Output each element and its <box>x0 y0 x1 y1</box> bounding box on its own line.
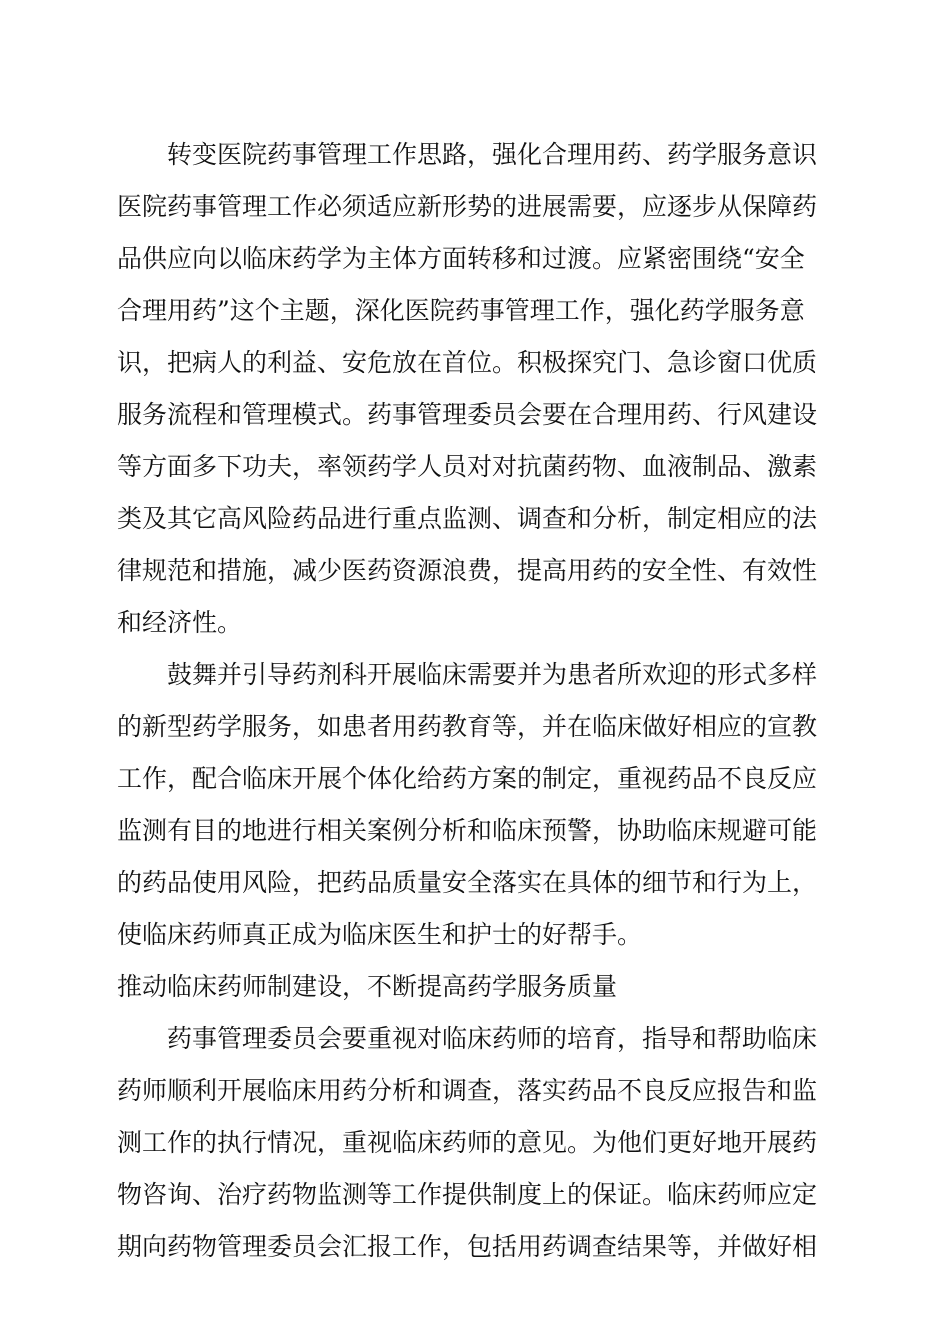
section-heading: 推动临床药师制建设，不断提高药学服务质量 <box>117 972 618 1001</box>
text-line: 服务流程和管理模式。药事管理委员会要在合理用药、行风建设 <box>117 400 818 429</box>
text-line: 识，把病人的利益、安危放在首位。积极探究门、急诊窗口优质 <box>117 348 818 377</box>
text-line: 类及其它高风险药品进行重点监测、调查和分析，制定相应的法 <box>117 504 818 533</box>
text-line: 物咨询、治疗药物监测等工作提供制度上的保证。临床药师应定 <box>117 1180 818 1209</box>
text-line: 期向药物管理委员会汇报工作，包括用药调查结果等，并做好相 <box>117 1232 818 1261</box>
text-line: 转变医院药事管理工作思路，强化合理用药、药学服务意识 <box>167 140 818 169</box>
text-line: 监测有目的地进行相关案例分析和临床预警，协助临床规避可能 <box>117 816 818 845</box>
text-line: 律规范和措施，减少医药资源浪费，提高用药的安全性、有效性 <box>117 556 818 585</box>
text-line: 使临床药师真正成为临床医生和护士的好帮手。 <box>117 920 643 949</box>
text-line: 药师顺利开展临床用药分析和调查，落实药品不良反应报告和监 <box>117 1076 818 1105</box>
text-line: 工作，配合临床开展个体化给药方案的制定，重视药品不良反应 <box>117 764 818 793</box>
text-line: 和经济性。 <box>117 608 243 637</box>
text-line: 医院药事管理工作必须适应新形势的进展需要，应逐步从保障药 <box>117 192 818 221</box>
text-line: 药事管理委员会要重视对临床药师的培育，指导和帮助临床 <box>167 1024 818 1053</box>
text-line: 等方面多下功夫，率领药学人员对对抗菌药物、血液制品、激素 <box>117 452 818 481</box>
text-line: 的药品使用风险，把药品质量安全落实在具体的细节和行为上， <box>117 868 818 897</box>
text-line: 品供应向以临床药学为主体方面转移和过渡。应紧密围绕“安全 <box>117 244 805 273</box>
text-line: 鼓舞并引导药剂科开展临床需要并为患者所欢迎的形式多样 <box>167 660 818 689</box>
text-line: 的新型药学服务，如患者用药教育等，并在临床做好相应的宣教 <box>117 712 818 741</box>
text-line: 测工作的执行情况，重视临床药师的意见。为他们更好地开展药 <box>117 1128 818 1157</box>
text-line: 合理用药”这个主题，深化医院药事管理工作，强化药学服务意 <box>117 296 805 325</box>
